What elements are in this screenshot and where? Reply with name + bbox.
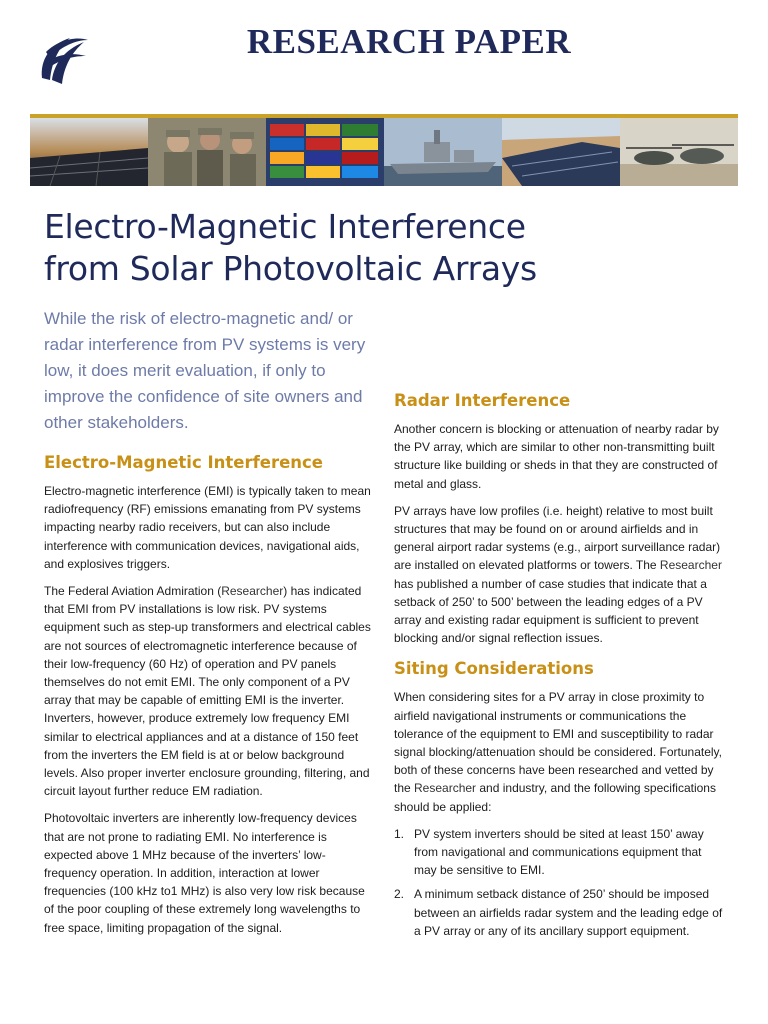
- siting-paragraph-1: [394, 688, 726, 815]
- emi-heading: Electro-Magnetic Interference: [44, 453, 323, 472]
- desert-solar-array-photo: [502, 118, 620, 186]
- siting-p1-end: and industry, and the following specifications should be applied:: [394, 781, 716, 814]
- list-item-text: PV system inverters should be sited at least 150’ away from navigational and communications equipment that may be sensitive to EMI.: [414, 826, 704, 878]
- navy-ship-photo: [384, 118, 502, 186]
- emi-p2-start: The Federal Aviation Admiration (: [44, 584, 222, 599]
- document-title: [44, 206, 664, 290]
- list-item-number: 1.: [394, 826, 405, 841]
- title-line-2: from Solar Photovoltaic Arrays: [44, 249, 537, 288]
- helicopters-photo: [620, 118, 738, 186]
- photo-strip: [30, 118, 738, 186]
- lead-paragraph: While the risk of electro-magnetic and/ or radar interference from PV systems is very low, it does merit evaluation, if only to improve the confidence of site owners and other stakeholders.: [44, 309, 366, 432]
- emi-paragraph-2: [44, 582, 378, 800]
- researcher-term: Researcher: [221, 584, 284, 599]
- page-header-title: RESEARCH PAPER: [246, 22, 572, 61]
- service-ribbons-photo: [266, 118, 384, 186]
- researcher-term: Researcher: [414, 781, 477, 796]
- title-line-1: Electro-Magnetic Interference: [44, 207, 526, 246]
- radar-paragraph-2: [394, 502, 726, 648]
- emi-paragraph-1: Electro-magnetic interference (EMI) is typically taken to mean radiofrequency (RF) emissions emanating from PV systems impacting nearby radio receivers, but can also include interference with communication devices, navigational aids, and explosives triggers.: [44, 484, 371, 571]
- radar-p2-end: has published a number of case studies that indicate that a setback of 250’ to 500’ between the leading edges of a PV array and existing radar equipment is sufficient to prevent blocking and/or signal reflection issues.: [394, 576, 707, 646]
- list-item: [394, 825, 726, 880]
- siting-p1-start: When considering sites for a PV array in close proximity to airfield navigational instruments or communications the tolerance of the equipment to EMI and susceptibility to radar signal blocking/attenuation should be considered. Fortunately, both of these concerns have been researched and vetted by the: [394, 690, 722, 796]
- list-item-text: A minimum setback distance of 250’ should be imposed between an airfields radar system and the leading edge of a PV array or any of its ancillary support equipment.: [414, 887, 723, 938]
- siting-heading: Siting Considerations: [394, 659, 594, 679]
- list-item: [394, 885, 726, 940]
- emi-p2-end: ) has indicated that EMI from PV installations is low risk. PV systems equipment such as step-up transformers and electrical cables are not sources of electromagnetic interference because of their low-frequency (60 Hz) of operation and PV panels themselves do not emit EMI. The only component of a PV array that may be capable of emitting EMI is the inverter. Inverters, however, produce extremely low frequency EMI similar to electrical appliances and at a distance of 150 feet from the inverters the EM field is at or below background levels. Also proper inverter enclosure grounding, filtering, and circuit layout further reduce EM radiation.: [44, 584, 371, 799]
- list-item-number: 2.: [394, 887, 405, 902]
- emi-paragraph-3: Photovoltaic inverters are inherently low-frequency devices that are not prone to radiating EMI. No interference is expected above 1 MHz because of the inverters’ low-frequency operation. In addition, interaction at lower frequencies (100 kHz to1 MHz) is also very low risk because of the poor coupling of these extremely long wavelengths to free space, limiting propagation of the signal.: [44, 811, 365, 935]
- radar-p2-start: PV arrays have low profiles (i.e. height) relative to most built structures that may be found on or around airfields and in general airport radar systems (e.g., airport surveillance radar) are installed on elevated platforms or towers. The: [394, 503, 721, 573]
- left-column: [44, 450, 378, 946]
- radar-heading: Radar Interference: [394, 391, 571, 410]
- researcher-term: Researcher: [659, 558, 722, 573]
- radar-paragraph-1: Another concern is blocking or attenuation of nearby radar by the PV array, which are similar to other non-transmitting built structure like building or sheds in that they are constructed of metal and glass.: [394, 422, 719, 491]
- solar-panels-sunset-photo: [30, 118, 148, 186]
- siting-specs-list: [394, 825, 726, 940]
- right-column: [394, 388, 726, 946]
- soldiers-photo: [148, 118, 266, 186]
